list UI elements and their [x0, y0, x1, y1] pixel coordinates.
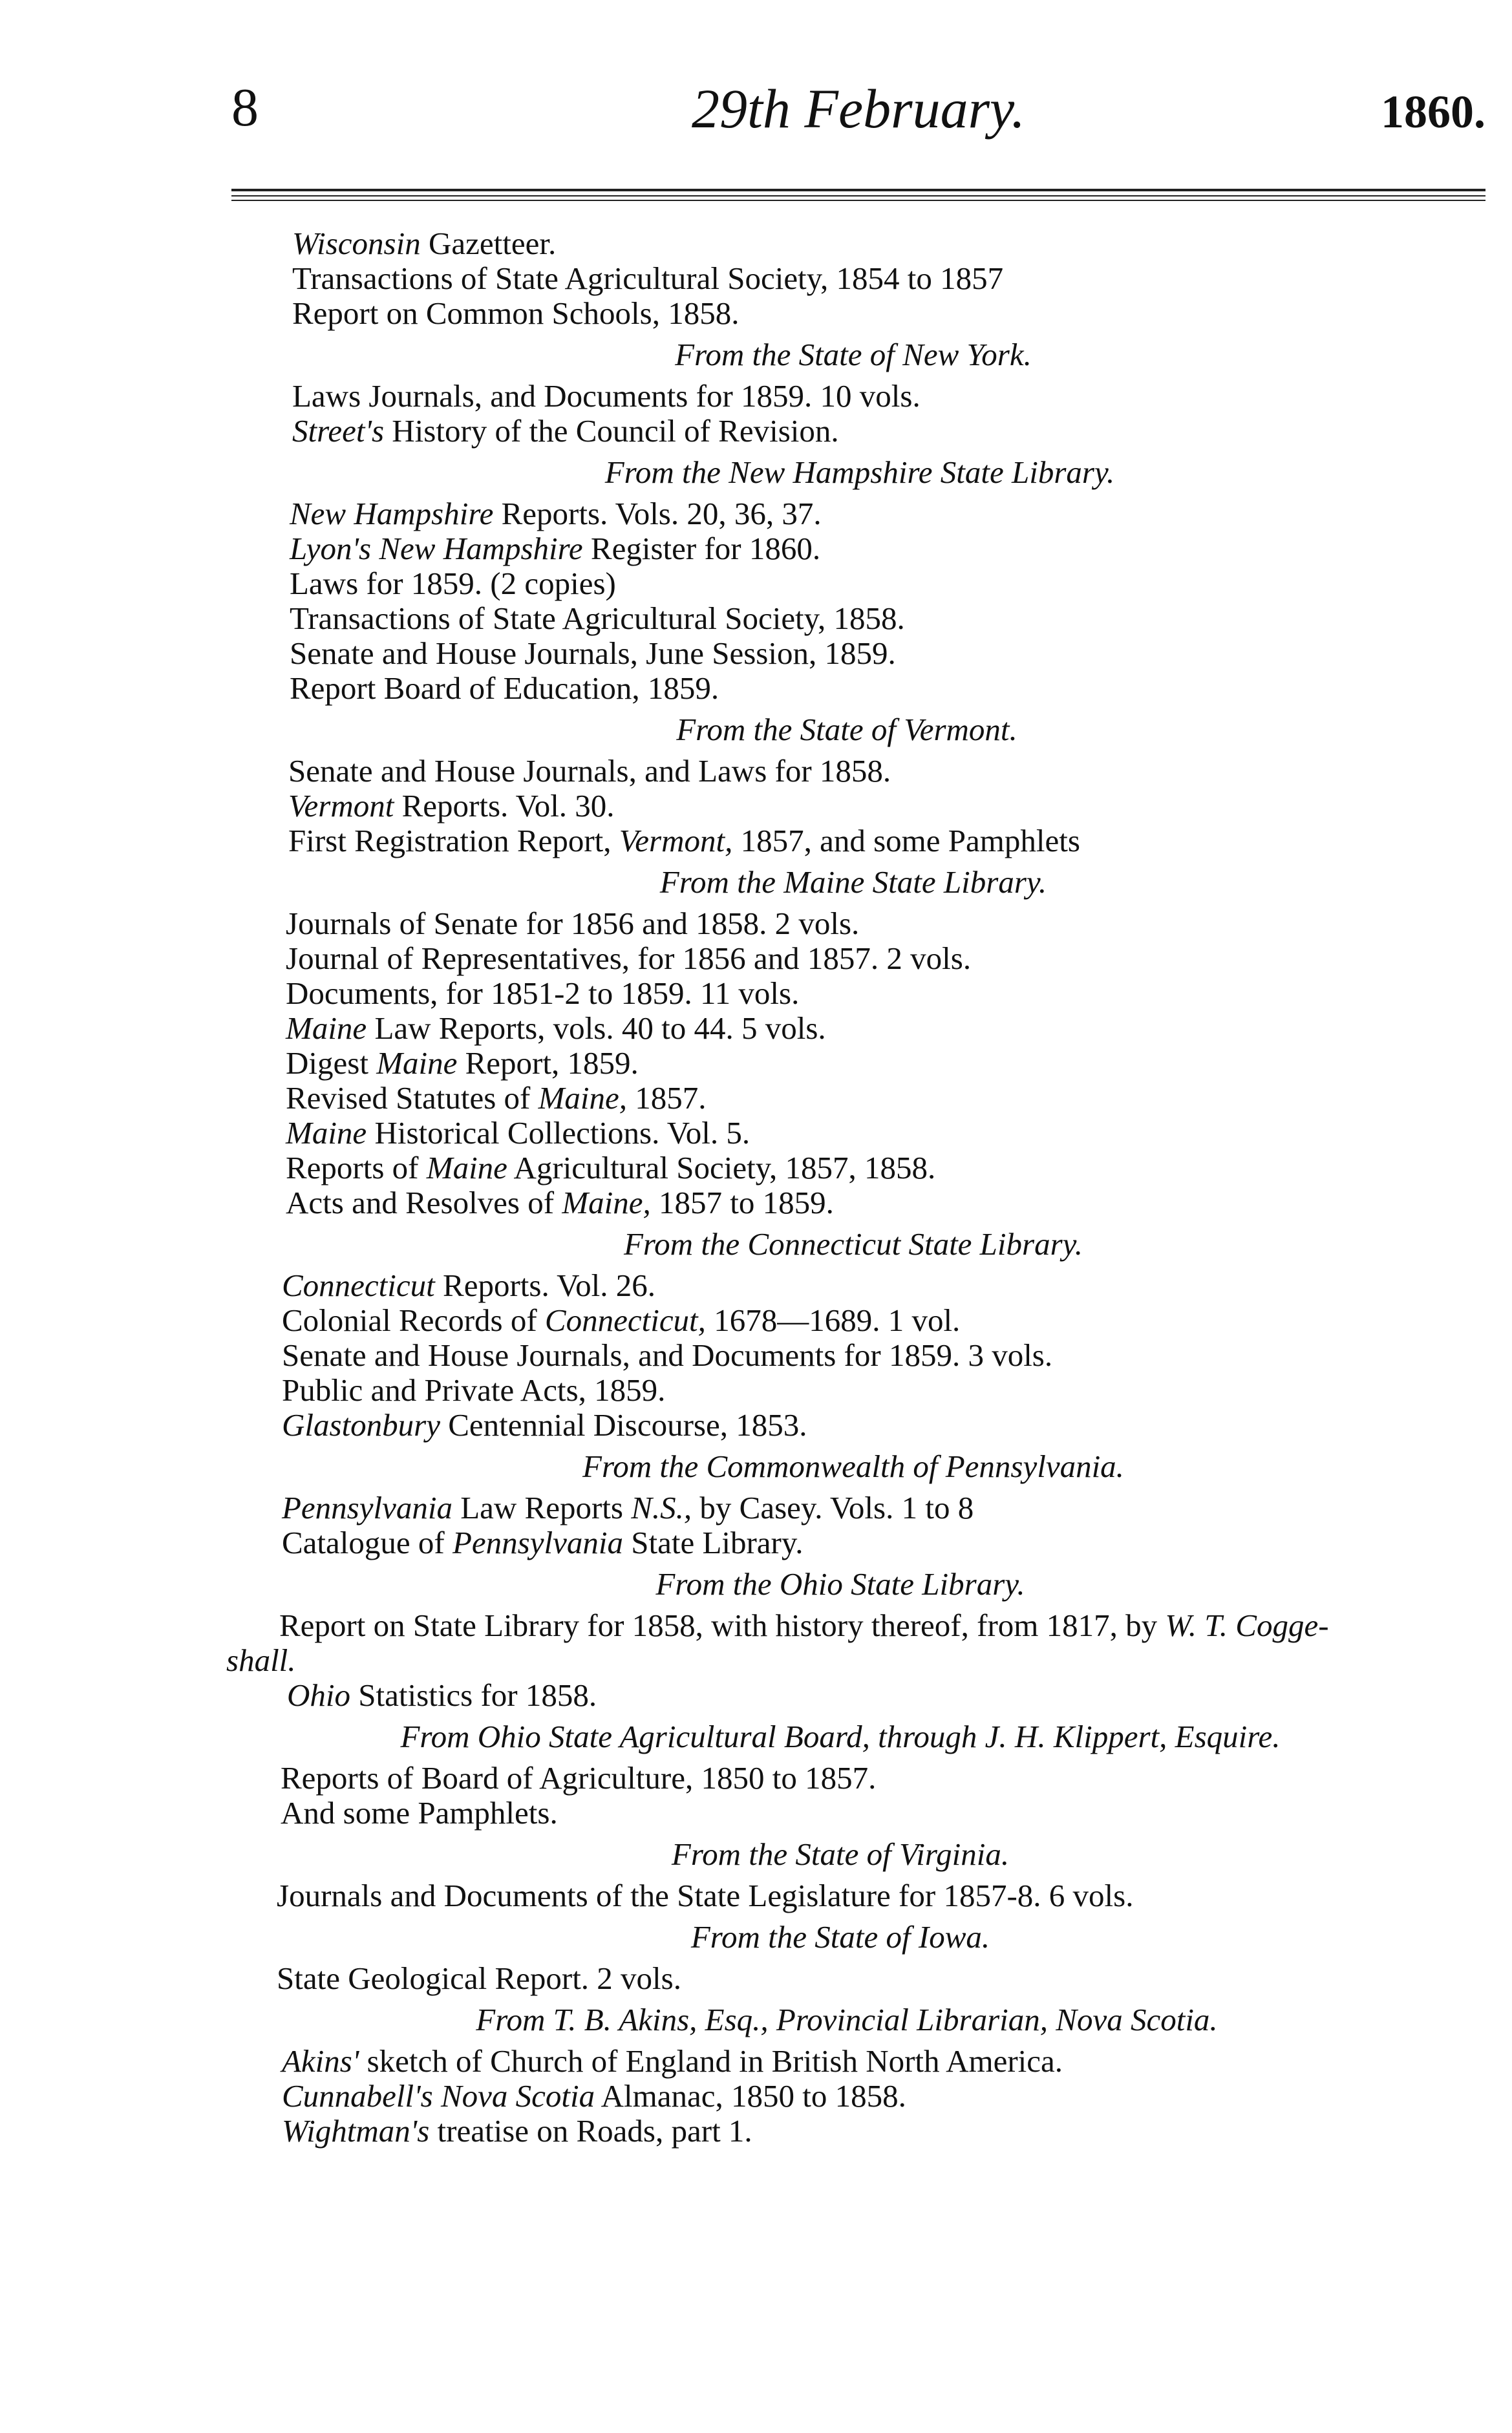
item-text: Public and Private Acts, 1859.: [282, 1372, 666, 1408]
item-text: Reports of: [286, 1150, 427, 1185]
list-item: [0, 1491, 1512, 1525]
item-text: Acts and Resolves of: [286, 1185, 562, 1220]
italic-text: Wightman's: [282, 2113, 430, 2149]
list-item: [0, 1608, 1512, 1643]
italic-text: N.S.,: [631, 1490, 692, 1525]
list-item: [0, 1796, 1512, 1831]
list-item: [0, 1678, 1512, 1713]
donor-heading: From the State of Vermont.: [676, 712, 1017, 747]
item-text: Report on Common Schools, 1858.: [292, 295, 740, 331]
donor-heading: From the Ohio State Library.: [655, 1566, 1025, 1602]
list-item: [0, 296, 1512, 331]
item-text: Law Reports, vols. 40 to 44. 5 vols.: [367, 1010, 826, 1046]
list-item: [0, 1116, 1512, 1151]
list-item: [0, 2114, 1512, 2149]
page-year: 1860.: [1381, 86, 1485, 138]
list-item: [0, 1373, 1512, 1408]
item-text: Reports. Vol. 26.: [434, 1268, 656, 1303]
donor-heading: From the Maine State Library.: [659, 864, 1047, 900]
donor-heading: From the Commonwealth of Pennsylvania.: [582, 1449, 1124, 1484]
item-text: Gazetteer.: [420, 226, 557, 261]
list-item: [0, 496, 1512, 531]
item-text: And some Pamphlets.: [281, 1795, 558, 1831]
donor-heading: From the New Hampshire State Library.: [604, 454, 1115, 490]
donor-heading: From Ohio State Agricultural Board, through J. H. Klippert, Esquire.: [400, 1719, 1281, 1754]
page-number: 8: [231, 78, 259, 138]
list-item: [0, 1525, 1512, 1560]
list-item: [0, 601, 1512, 636]
italic-text: Maine: [426, 1150, 507, 1185]
item-text: 1678—1689. 1 vol.: [705, 1302, 961, 1338]
donor-heading: From the State of New York.: [675, 337, 1032, 372]
list-item: [0, 754, 1512, 789]
item-text: Revised Statutes of: [286, 1080, 538, 1116]
list-item: [0, 1011, 1512, 1046]
list-item: [0, 1408, 1512, 1443]
list-item: [0, 789, 1512, 823]
list-item: [0, 1338, 1512, 1373]
italic-text: Maine: [286, 1010, 367, 1046]
item-text: 1857 to 1859.: [650, 1185, 834, 1220]
list-item: [0, 671, 1512, 706]
item-text: Statistics for 1858.: [350, 1677, 597, 1713]
list-item: [0, 1878, 1512, 1913]
item-text: Transactions of State Agricultural Society, 1858.: [290, 600, 905, 636]
item-text: by Casey. Vols. 1 to 8: [692, 1490, 974, 1525]
list-item: [0, 976, 1512, 1011]
list-item: [0, 414, 1512, 449]
header-rule: [231, 189, 1485, 191]
italic-text: Maine,: [538, 1080, 628, 1116]
item-text: Senate and House Journals, and Laws for 1858.: [288, 753, 891, 789]
item-text: Journals and Documents of the State Legislature for 1857-8. 6 vols.: [277, 1878, 1134, 1913]
italic-text: Wisconsin: [292, 226, 421, 261]
donor-heading: From the State of Virginia.: [671, 1836, 1010, 1872]
list-item: [0, 1268, 1512, 1303]
list-item: [0, 1081, 1512, 1116]
item-text: Register for 1860.: [582, 531, 821, 566]
list-item: [0, 2044, 1512, 2079]
item-text: Centennial Discourse, 1853.: [440, 1407, 807, 1443]
item-text: Documents, for 1851-2 to 1859. 11 vols.: [286, 975, 800, 1011]
item-text: Laws for 1859. (2 copies): [290, 566, 616, 601]
item-text: Journal of Representatives, for 1856 and 1857. 2 vols.: [286, 940, 972, 976]
italic-text: Connecticut: [282, 1268, 435, 1303]
list-item: [0, 1761, 1512, 1796]
item-text: Transactions of State Agricultural Society, 1854 to 1857: [292, 260, 1004, 296]
item-text: Report Board of Education, 1859.: [290, 670, 719, 706]
item-text: 1857, and some Pamphlets: [732, 823, 1080, 858]
list-item: [0, 1046, 1512, 1081]
italic-text: Pennsylvania: [452, 1525, 623, 1560]
list-item: [0, 379, 1512, 414]
italic-text: W. T. Cogge-: [1165, 1608, 1329, 1643]
italic-text: Ohio: [287, 1677, 350, 1713]
italic-text: Vermont,: [619, 823, 733, 858]
item-text: Agricultural Society, 1857, 1858.: [507, 1150, 936, 1185]
list-item: [0, 941, 1512, 976]
list-item: [0, 1961, 1512, 1996]
item-text: Report on State Library for 1858, with history thereof, from 1817, by: [279, 1608, 1166, 1643]
list-item: [0, 1185, 1512, 1220]
list-item: [0, 531, 1512, 566]
italic-text: Cunnabell's Nova Scotia: [282, 2078, 595, 2114]
item-text: Journals of Senate for 1856 and 1858. 2 vols.: [286, 906, 860, 941]
item-text: Reports. Vol. 30.: [394, 788, 615, 823]
item-text: History of the Council of Revision.: [384, 413, 839, 449]
list-item: [0, 226, 1512, 261]
donor-heading: From the State of Iowa.: [690, 1919, 990, 1955]
donor-heading: From the Connecticut State Library.: [624, 1226, 1083, 1262]
item-text: Law Reports: [452, 1490, 632, 1525]
item-text: State Library.: [623, 1525, 804, 1560]
item-text: Reports. Vols. 20, 36, 37.: [493, 496, 822, 531]
item-text: Colonial Records of: [282, 1302, 545, 1338]
item-text: Historical Collections. Vol. 5.: [367, 1115, 751, 1151]
donor-heading: From T. B. Akins, Esq., Provincial Librarian, Nova Scotia.: [476, 2002, 1218, 2037]
list-item: [0, 566, 1512, 601]
acquisitions-list: [0, 226, 1512, 2149]
list-item: [0, 1643, 1512, 1678]
list-item: [0, 1303, 1512, 1338]
item-text: Senate and House Journals, June Session, 1859.: [290, 635, 896, 671]
page-header: [231, 76, 1485, 147]
item-text: First Registration Report,: [288, 823, 619, 858]
item-text: Catalogue of: [282, 1525, 453, 1560]
italic-text: Maine: [376, 1045, 458, 1081]
italic-text: Connecticut,: [544, 1302, 706, 1338]
italic-text: Glastonbury: [282, 1407, 440, 1443]
page-date-heading: 29th February.: [692, 78, 1025, 140]
item-text: treatise on Roads, part 1.: [429, 2113, 752, 2149]
item-text: 1857.: [627, 1080, 707, 1116]
item-text: sketch of Church of England in British North America.: [359, 2043, 1063, 2079]
italic-text: Akins': [282, 2043, 359, 2079]
italic-text: Maine: [286, 1115, 367, 1151]
italic-text: Lyon's New Hampshire: [290, 531, 583, 566]
list-item: [0, 906, 1512, 941]
list-item: [0, 2079, 1512, 2114]
item-text: Digest: [286, 1045, 377, 1081]
italic-text: Vermont: [288, 788, 394, 823]
list-item: [0, 1151, 1512, 1185]
list-item: [0, 261, 1512, 296]
list-item: [0, 636, 1512, 671]
item-text: Almanac, 1850 to 1858.: [595, 2078, 906, 2114]
item-text: Laws Journals, and Documents for 1859. 10 vols.: [292, 378, 921, 414]
italic-text: Street's: [292, 413, 385, 449]
italic-text: New Hampshire: [290, 496, 494, 531]
list-item: [0, 823, 1512, 858]
italic-text: Maine,: [562, 1185, 651, 1220]
item-text: Report, 1859.: [457, 1045, 639, 1081]
item-text: Reports of Board of Agriculture, 1850 to 1857.: [281, 1760, 877, 1796]
italic-text: Pennsylvania: [282, 1490, 453, 1525]
item-text: State Geological Report. 2 vols.: [277, 1960, 681, 1996]
item-text: Senate and House Journals, and Documents for 1859. 3 vols.: [282, 1337, 1053, 1373]
italic-text: shall.: [226, 1642, 296, 1678]
header-rule: [231, 195, 1485, 197]
header-rule: [231, 200, 1485, 201]
